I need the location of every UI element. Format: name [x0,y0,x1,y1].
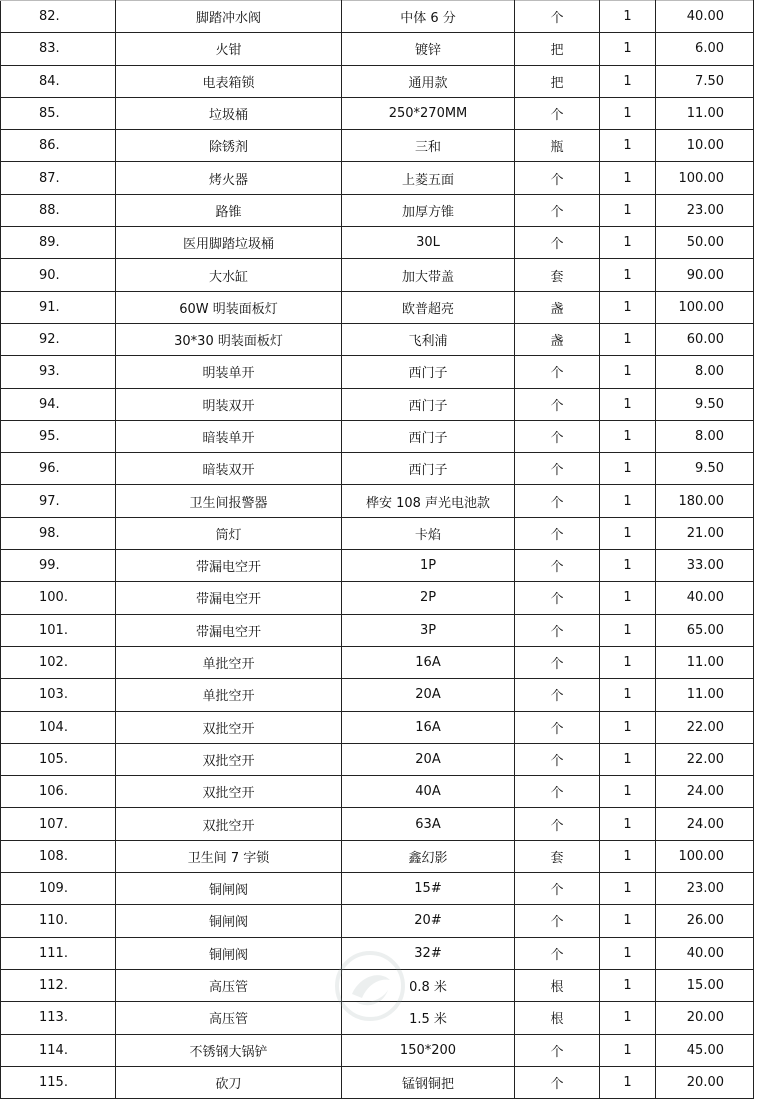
table-row [1,259,754,291]
item-spec-cell: 通用款 [342,65,515,97]
item-spec-cell: 西门子 [342,388,515,420]
item-price-cell: 20.00 [656,1066,754,1098]
item-price-cell: 45.00 [656,1034,754,1066]
item-spec-cell: 3P [342,614,515,646]
item-price-cell: 10.00 [656,130,754,162]
item-unit-cell: 根 [515,969,600,1001]
item-name-cell: 明装单开 [116,356,342,388]
item-number-cell: 104. [1,711,116,743]
item-quantity-cell: 1 [600,388,656,420]
item-number-cell: 107. [1,808,116,840]
table-row [1,388,754,420]
item-number-cell: 99. [1,550,116,582]
item-number-cell: 113. [1,1002,116,1034]
table-row [1,614,754,646]
item-price-cell: 22.00 [656,711,754,743]
item-quantity-cell: 1 [600,905,656,937]
item-quantity-cell: 1 [600,550,656,582]
item-price-cell: 50.00 [656,227,754,259]
item-unit-cell: 把 [515,33,600,65]
item-quantity-cell: 1 [600,1034,656,1066]
item-unit-cell: 把 [515,65,600,97]
item-spec-cell: 32# [342,937,515,969]
item-number-cell: 105. [1,743,116,775]
item-price-cell: 90.00 [656,259,754,291]
item-quantity-cell: 1 [600,840,656,872]
item-price-cell: 22.00 [656,743,754,775]
item-price-cell: 100.00 [656,162,754,194]
item-quantity-cell: 1 [600,614,656,646]
item-name-cell: 带漏电空开 [116,614,342,646]
item-quantity-cell: 1 [600,517,656,549]
item-quantity-cell: 1 [600,808,656,840]
item-quantity-cell: 1 [600,937,656,969]
item-unit-cell: 个 [515,711,600,743]
item-name-cell: 60W 明装面板灯 [116,291,342,323]
item-spec-cell: 飞利浦 [342,323,515,355]
item-name-cell: 电表箱锁 [116,65,342,97]
item-name-cell: 烤火器 [116,162,342,194]
item-number-cell: 84. [1,65,116,97]
item-quantity-cell: 1 [600,323,656,355]
item-price-cell: 23.00 [656,194,754,226]
item-name-cell: 大水缸 [116,259,342,291]
item-spec-cell: 0.8 米 [342,969,515,1001]
table-row [1,517,754,549]
item-name-cell: 明装双开 [116,388,342,420]
table-row [1,130,754,162]
item-spec-cell: 2P [342,582,515,614]
item-quantity-cell: 1 [600,776,656,808]
item-name-cell: 高压管 [116,969,342,1001]
table-row [1,1066,754,1098]
item-number-cell: 93. [1,356,116,388]
item-quantity-cell: 1 [600,582,656,614]
item-unit-cell: 个 [515,776,600,808]
item-quantity-cell: 1 [600,711,656,743]
item-quantity-cell: 1 [600,646,656,678]
item-name-cell: 铜闸阀 [116,873,342,905]
item-spec-cell: 1P [342,550,515,582]
item-number-cell: 108. [1,840,116,872]
item-price-cell: 11.00 [656,97,754,129]
item-price-cell: 33.00 [656,550,754,582]
item-name-cell: 脚踏冲水阀 [116,1,342,33]
table-row [1,582,754,614]
item-quantity-cell: 1 [600,97,656,129]
item-name-cell: 双批空开 [116,808,342,840]
item-quantity-cell: 1 [600,969,656,1001]
item-spec-cell: 西门子 [342,453,515,485]
item-unit-cell: 个 [515,1066,600,1098]
item-price-cell: 40.00 [656,1,754,33]
item-unit-cell: 个 [515,1034,600,1066]
table-row [1,679,754,711]
item-spec-cell: 卡焰 [342,517,515,549]
table-row [1,194,754,226]
item-quantity-cell: 1 [600,33,656,65]
table-row [1,33,754,65]
item-spec-cell: 30L [342,227,515,259]
item-number-cell: 114. [1,1034,116,1066]
item-unit-cell: 盏 [515,291,600,323]
item-price-cell: 15.00 [656,969,754,1001]
table-row [1,711,754,743]
item-price-cell: 180.00 [656,485,754,517]
item-spec-cell: 镀锌 [342,33,515,65]
item-unit-cell: 个 [515,420,600,452]
item-unit-cell: 个 [515,937,600,969]
item-name-cell: 带漏电空开 [116,550,342,582]
item-name-cell: 双批空开 [116,776,342,808]
item-spec-cell: 20A [342,679,515,711]
item-quantity-cell: 1 [600,1,656,33]
item-unit-cell: 个 [515,582,600,614]
item-price-cell: 60.00 [656,323,754,355]
item-number-cell: 110. [1,905,116,937]
table-row [1,646,754,678]
item-price-cell: 100.00 [656,840,754,872]
table-row [1,1,754,33]
item-spec-cell: 20# [342,905,515,937]
item-quantity-cell: 1 [600,291,656,323]
item-unit-cell: 个 [515,873,600,905]
item-unit-cell: 个 [515,808,600,840]
item-number-cell: 111. [1,937,116,969]
item-number-cell: 115. [1,1066,116,1098]
item-name-cell: 不锈钢大锅铲 [116,1034,342,1066]
item-number-cell: 96. [1,453,116,485]
item-price-cell: 6.00 [656,33,754,65]
item-spec-cell: 西门子 [342,420,515,452]
table-row [1,1034,754,1066]
item-name-cell: 垃圾桶 [116,97,342,129]
item-unit-cell: 个 [515,614,600,646]
item-unit-cell: 个 [515,97,600,129]
item-number-cell: 82. [1,1,116,33]
table-row [1,97,754,129]
item-quantity-cell: 1 [600,65,656,97]
item-name-cell: 砍刀 [116,1066,342,1098]
item-quantity-cell: 1 [600,1066,656,1098]
item-name-cell: 医用脚踏垃圾桶 [116,227,342,259]
item-spec-cell: 锰钢铜把 [342,1066,515,1098]
item-unit-cell: 个 [515,1,600,33]
item-price-cell: 8.00 [656,356,754,388]
table-row [1,162,754,194]
table-row [1,743,754,775]
table-row [1,227,754,259]
item-name-cell: 筒灯 [116,517,342,549]
item-name-cell: 双批空开 [116,743,342,775]
item-spec-cell: 加大带盖 [342,259,515,291]
item-unit-cell: 个 [515,194,600,226]
item-spec-cell: 三和 [342,130,515,162]
item-number-cell: 98. [1,517,116,549]
item-name-cell: 带漏电空开 [116,582,342,614]
item-unit-cell: 个 [515,517,600,549]
item-name-cell: 暗装双开 [116,453,342,485]
item-number-cell: 89. [1,227,116,259]
item-unit-cell: 个 [515,388,600,420]
item-number-cell: 94. [1,388,116,420]
item-unit-cell: 瓶 [515,130,600,162]
item-name-cell: 路锥 [116,194,342,226]
item-unit-cell: 个 [515,646,600,678]
item-unit-cell: 个 [515,550,600,582]
table-row [1,65,754,97]
item-price-cell: 9.50 [656,453,754,485]
item-number-cell: 85. [1,97,116,129]
item-quantity-cell: 1 [600,130,656,162]
item-spec-cell: 15# [342,873,515,905]
item-unit-cell: 个 [515,679,600,711]
item-price-cell: 65.00 [656,614,754,646]
item-name-cell: 卫生间报警器 [116,485,342,517]
item-spec-cell: 16A [342,646,515,678]
item-price-cell: 20.00 [656,1002,754,1034]
item-name-cell: 铜闸阀 [116,905,342,937]
item-number-cell: 87. [1,162,116,194]
item-name-cell: 铜闸阀 [116,937,342,969]
item-unit-cell: 套 [515,840,600,872]
item-name-cell: 高压管 [116,1002,342,1034]
item-price-cell: 11.00 [656,679,754,711]
item-name-cell: 双批空开 [116,711,342,743]
table-row [1,323,754,355]
item-number-cell: 97. [1,485,116,517]
table-body [1,1,754,1099]
item-name-cell: 单批空开 [116,646,342,678]
item-spec-cell: 桦安 108 声光电池款 [342,485,515,517]
item-quantity-cell: 1 [600,420,656,452]
item-unit-cell: 个 [515,453,600,485]
item-quantity-cell: 1 [600,227,656,259]
item-number-cell: 92. [1,323,116,355]
table-row [1,453,754,485]
item-name-cell: 单批空开 [116,679,342,711]
item-price-cell: 21.00 [656,517,754,549]
item-price-cell: 40.00 [656,937,754,969]
item-spec-cell: 250*270MM [342,97,515,129]
item-number-cell: 112. [1,969,116,1001]
item-spec-cell: 20A [342,743,515,775]
item-number-cell: 86. [1,130,116,162]
item-unit-cell: 个 [515,227,600,259]
item-number-cell: 100. [1,582,116,614]
item-quantity-cell: 1 [600,194,656,226]
item-price-cell: 26.00 [656,905,754,937]
table-row [1,808,754,840]
item-number-cell: 90. [1,259,116,291]
item-unit-cell: 个 [515,743,600,775]
item-spec-cell: 63A [342,808,515,840]
item-spec-cell: 欧普超亮 [342,291,515,323]
item-spec-cell: 中体 6 分 [342,1,515,33]
item-number-cell: 109. [1,873,116,905]
item-spec-cell: 鑫幻影 [342,840,515,872]
item-spec-cell: 加厚方锥 [342,194,515,226]
item-name-cell: 暗装单开 [116,420,342,452]
item-number-cell: 102. [1,646,116,678]
item-number-cell: 83. [1,33,116,65]
item-name-cell: 30*30 明装面板灯 [116,323,342,355]
table-row [1,776,754,808]
item-unit-cell: 套 [515,259,600,291]
item-name-cell: 卫生间 7 字锁 [116,840,342,872]
item-quantity-cell: 1 [600,162,656,194]
item-spec-cell: 40A [342,776,515,808]
table-row [1,840,754,872]
item-number-cell: 91. [1,291,116,323]
item-number-cell: 106. [1,776,116,808]
table-row [1,550,754,582]
table-row [1,356,754,388]
item-price-cell: 8.00 [656,420,754,452]
table-row [1,905,754,937]
item-quantity-cell: 1 [600,259,656,291]
item-unit-cell: 个 [515,356,600,388]
item-price-cell: 100.00 [656,291,754,323]
item-spec-cell: 1.5 米 [342,1002,515,1034]
item-number-cell: 101. [1,614,116,646]
item-quantity-cell: 1 [600,1002,656,1034]
item-quantity-cell: 1 [600,356,656,388]
item-spec-cell: 150*200 [342,1034,515,1066]
item-unit-cell: 盏 [515,323,600,355]
table-row [1,291,754,323]
item-name-cell: 除锈剂 [116,130,342,162]
item-quantity-cell: 1 [600,743,656,775]
item-spec-cell: 16A [342,711,515,743]
item-quantity-cell: 1 [600,679,656,711]
table-row [1,485,754,517]
item-price-cell: 40.00 [656,582,754,614]
item-name-cell: 火钳 [116,33,342,65]
item-price-cell: 11.00 [656,646,754,678]
item-spec-cell: 上菱五面 [342,162,515,194]
item-unit-cell: 根 [515,1002,600,1034]
item-price-cell: 24.00 [656,776,754,808]
item-unit-cell: 个 [515,485,600,517]
table-row [1,420,754,452]
item-number-cell: 88. [1,194,116,226]
table-row [1,873,754,905]
item-price-cell: 9.50 [656,388,754,420]
watermark-logo-icon [334,950,406,1022]
item-quantity-cell: 1 [600,485,656,517]
item-unit-cell: 个 [515,162,600,194]
item-number-cell: 103. [1,679,116,711]
item-spec-cell: 西门子 [342,356,515,388]
item-price-cell: 23.00 [656,873,754,905]
item-number-cell: 95. [1,420,116,452]
item-price-cell: 7.50 [656,65,754,97]
item-quantity-cell: 1 [600,453,656,485]
item-unit-cell: 个 [515,905,600,937]
item-quantity-cell: 1 [600,873,656,905]
item-price-cell: 24.00 [656,808,754,840]
